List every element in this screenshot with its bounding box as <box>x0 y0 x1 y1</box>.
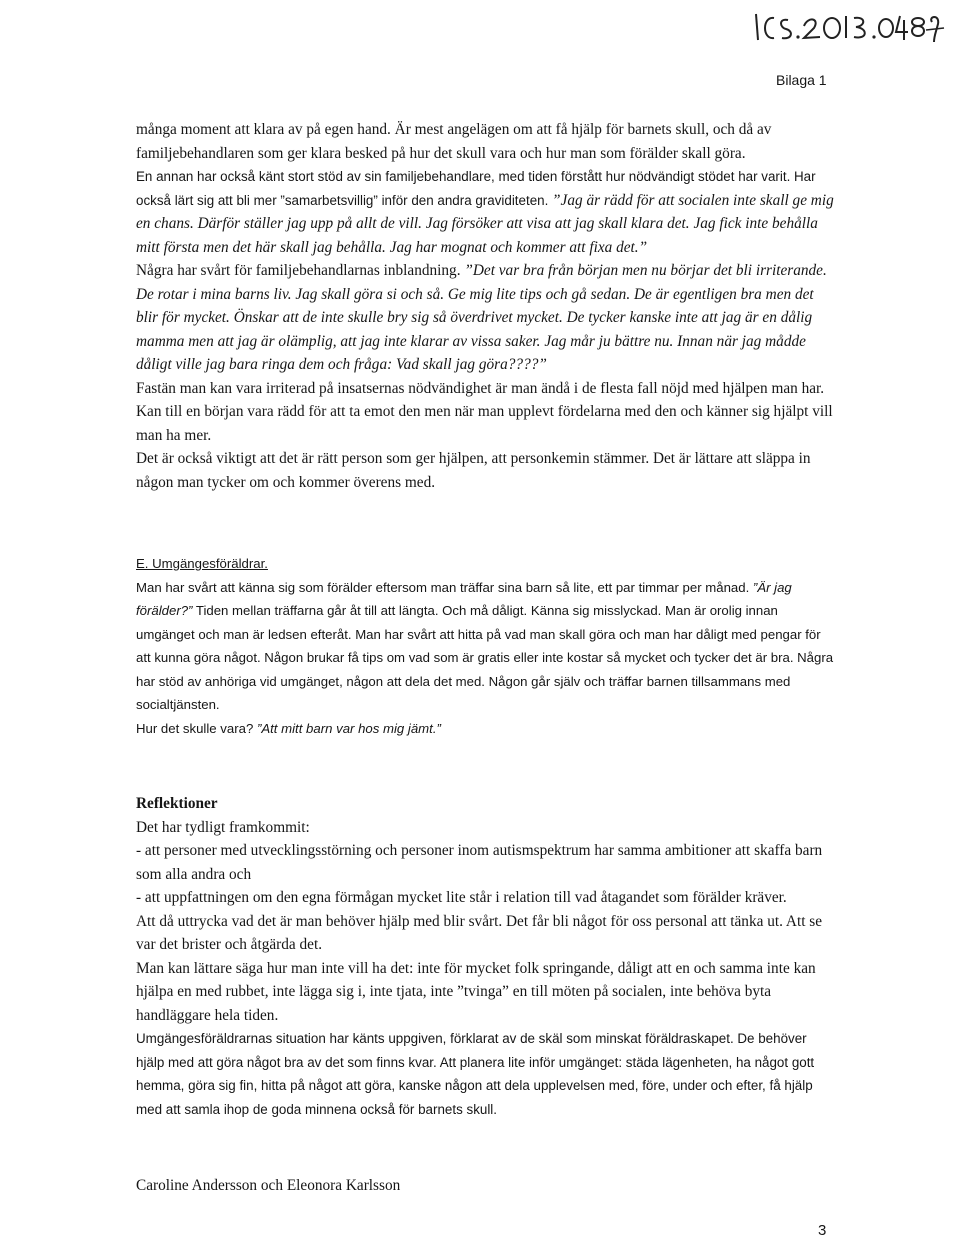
reflections-heading: Reflektioner <box>136 795 218 812</box>
reflections-paragraph-2: Man kan lättare säga hur man inte vill ha det: inte för mycket folk springande, dåligt att en och samma inte kan hjälpa en med rubbet, inte lägga sig i, inte tjata, inte ”tvinga” en till möten på socialen, inte behöva byta handläggare hela tiden. <box>136 959 816 1024</box>
quote-irritating: ”Det var bra från början men nu börjar det bli irriterande. De rotar i mina barns liv. Jag skall göra si och så. Ge mig lite tips och gå sedan. De är egentligen bra men det blir för mycket. Önskar att de inte skulle bry sig så överdrivet mycket. De tycker kanske inte att jag är en dålig mamma men att jag är olämplig, att jag inte klarar av vissa saker. Jag mår ju bättre nu. Innan när jag mådde dåligt ville jag bara ringa dem och fråga: Vad skall jag göra????” <box>136 262 827 373</box>
paragraph-how-would-it-be <box>136 717 836 741</box>
paragraph-interference <box>136 259 836 377</box>
handwritten-case-number <box>748 6 948 46</box>
section-continuation <box>136 118 836 494</box>
reflections-paragraph-1: Att då uttrycka vad det är man behöver hjälp med blir svårt. Det får bli något för oss personal att tänka ut. Att se var det brister och åtgärda det. <box>136 912 823 953</box>
paragraph-visiting-parents <box>136 576 836 717</box>
paragraph-parent-help: många moment att klara av på egen hand. Är mest angelägen om att få hjälp för barnets skull, och då av familjebehandlaren som ger klara besked på hur det skull vara och hur man som förälder skall göra. <box>136 121 772 162</box>
section-e-heading: E. Umgängesföräldrar. <box>136 556 268 571</box>
authors <box>136 1174 836 1198</box>
reflections-paragraph-3: Umgängesföräldrarnas situation har känts uppgiven, förklarat av de skäl som minskat föräldraskapet. De behöver hjälp med att göra något bra av det som finns kvar. Att planera lite inför umgänget: städa lägenheten, ha något gott hemma, göra sig fin, hitta på något att göra, kanske någon att dela upplevelsen med, före, under och efter, få hjälp med att samla ihop de goda minnena också för barnets skull. <box>136 1031 815 1117</box>
paragraph-satisfied: Fastän man kan vara irriterad på insatsernas nödvändighet är man ändå i de flesta fall nöjd med hjälpen man har. Kan till en början vara rädd för att ta emot den men när man upplevt fördelarna med den och känner sig hjälpt vill man ha mer. <box>136 379 833 444</box>
paragraph-visiting-parents-text-b: Tiden mellan träffarna går åt till att längta. Och må dåligt. Känna sig misslyckad. Man är orolig innan umgänget och man är ledsen efteråt. Man har svårt att hitta på vad man skall göra och man har dåligt med pengar för att kunna göra något. Någon brukar få tips om vad som är gratis eller inte kostar så mycket och tycker det är bra. Några har stöd av anhöriga vid umgänget, någon att dela det med. Någon går själv och träffar barnen tillsammans med socialtjänsten. <box>136 603 834 712</box>
reflections-bullet-2: - att uppfattningen om den egna förmågan mycket lite står i relation till vad åtagandet som förälder kräver. <box>136 889 787 906</box>
paragraph-support <box>136 165 836 259</box>
attachment-label: Bilaga 1 <box>776 72 827 88</box>
page-number: 3 <box>818 1222 827 1239</box>
reflections-bullet-1: - att personer med utvecklingsstörning och personer inom autismspektrum har samma ambitioner att skaffa barn som alla andra och <box>136 842 823 883</box>
paragraph-support-text: En annan har också känt stort stöd av sin familjebehandlare, med tiden förstått hur nödvändigt stödet har varit. Har också lärt sig att bli mer ”samarbetsvillig” inför den andra graviditeten. <box>136 169 816 208</box>
quote-afraid-of-social: ”Jag är rädd för att socialen inte skall ge mig en chans. Därför ställer jag upp på allt de vill. Jag försöker att visa att jag skall klara det. Jag fick inte behålla mitt första men det här skall jag behålla. Jag har mognat och kommer att fixa det.” <box>136 191 834 256</box>
section-e <box>136 552 836 740</box>
section-reflections <box>136 792 836 1121</box>
quote-child-with-me: ”Att mitt barn var hos mig jämt.” <box>256 720 441 736</box>
paragraph-right-person: Det är också viktigt att det är rätt person som ger hjälpen, att personkemin stämmer. Det är lättare att släppa in någon man tycker om och kommer överens med. <box>136 450 811 491</box>
paragraph-visiting-parents-text-a: Man har svårt att känna sig som förälder eftersom man träffar sina barn så lite, ett par timmar per månad. <box>136 579 753 595</box>
quote-am-i-parent: ”Är jag förälder?” <box>136 579 792 618</box>
authors-text: Caroline Andersson och Eleonora Karlsson <box>136 1177 401 1194</box>
reflections-intro: Det har tydligt framkommit: <box>136 818 310 836</box>
paragraph-how-would-it-be-text: Hur det skulle vara? <box>136 720 257 736</box>
paragraph-interference-text: Några har svårt för familjebehandlarnas inblandning. <box>136 262 465 279</box>
